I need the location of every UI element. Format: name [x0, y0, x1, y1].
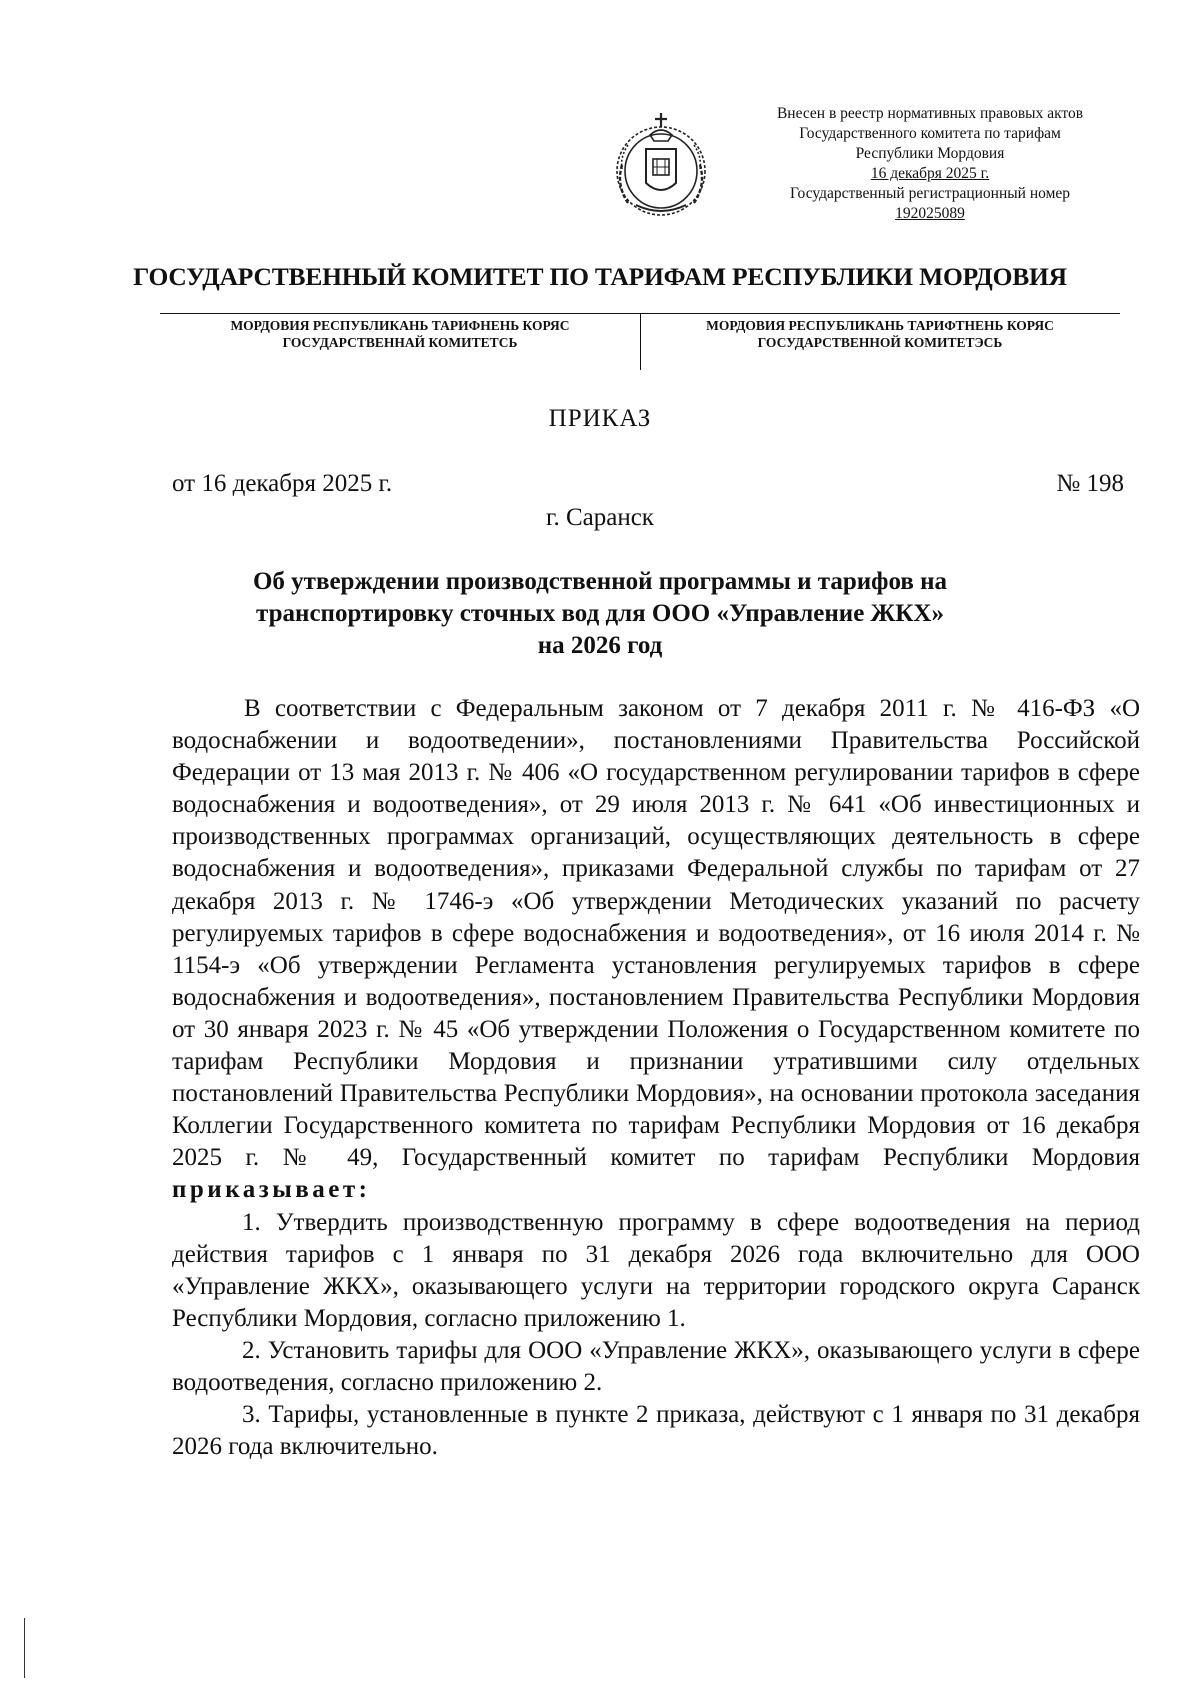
header-right-line: ГОСУДАРСТВЕННОЙ КОМИТЕТЭСЬ: [757, 335, 1003, 350]
scan-margin-mark: [24, 1618, 25, 1678]
preamble-paragraph: [172, 693, 1140, 1207]
subject-line: Об утверждении производственной программы и тарифов на: [252, 568, 948, 595]
order-subject: [150, 566, 1050, 662]
subject-line: транспортировку сточных вод для ООО «Управление ЖКХ»: [256, 600, 944, 627]
registry-date: 16 декабря 2025 г.: [870, 165, 990, 182]
registry-note: [740, 104, 1120, 224]
registry-line: Государственного комитета по тарифам: [799, 125, 1061, 142]
preamble-text: В соответствии с Федеральным законом от 7 декабря 2011 г. № 416-ФЗ «О водоснабжении и водоотведении», постановлениями Правительства Российской Федерации от 13 мая 2013 г. № 406 «О государственном регулировании тарифов в сфере водоснабжения и водоотведения», от 29 июля 2013 г. № 641 «Об инвестиционных и производственных программах организаций, осуществляющих деятельность в сфере водоснабжения и водоотведения», приказами Федеральной службы по тарифам от 27 декабря 2013 г. № 1746-э «Об утверждении Методических указаний по расчету регулируемых тарифов в сфере водоснабжения и водоотведения», от 16 июля 2014 г. № 1154-э «Об утверждении Регламента установления регулируемых тарифов в сфере водоснабжения и водоотведения», постановлением Правительства Республики Мордовия от 30 января 2023 г. № 45 «Об утверждении Положения о Государственном комитете по тарифам Республики Мордовия и признании утратившими силу отдельных постановлений Правительства Республики Мордовия», на основании протокола заседания Коллегии Государственного комитета по тарифам Республики Мордовия от 16 декабря 2025 г. № 49, Государственный комитет по тарифам Республики Мордовия: [172, 695, 1140, 1172]
header-right-title: [655, 317, 1105, 351]
order-item-1: 1. Утвердить производственную программу в сфере водоотведения на период действия тарифов с 1 января по 31 декабря 2026 года включительно для ООО «Управление ЖКХ», оказывающего услуги на территории городского округа Саранск Республики Мордовия, согласно приложению 1.: [172, 1208, 1140, 1332]
header-left-line: ГОСУДАРСТВЕННАЙ КОМИТЕТСЬ: [282, 335, 518, 350]
registry-number: 192025089: [895, 205, 965, 222]
header-left-line: МОРДОВИЯ РЕСПУБЛИКАНЬ ТАРИФНЕНЬ КОРЯС: [230, 318, 570, 333]
header-left-title: [175, 317, 625, 351]
order-body: [172, 693, 1140, 1463]
order-item-3: 3. Тарифы, установленные в пункте 2 приказа, действуют с 1 января по 31 декабря 2026 года включительно.: [172, 1401, 1140, 1461]
registry-line: Государственный регистрационный номер: [789, 185, 1071, 202]
header-right-line: МОРДОВИЯ РЕСПУБЛИКАНЬ ТАРИФТНЕНЬ КОРЯС: [706, 318, 1054, 333]
decree-word: приказывает:: [172, 1176, 371, 1204]
committee-title: ГОСУДАРСТВЕННЫЙ КОМИТЕТ ПО ТАРИФАМ РЕСПУБЛИКИ МОРДОВИЯ: [133, 262, 1067, 291]
order-city: г. Саранск: [546, 504, 654, 531]
registry-line: Республики Мордовия: [855, 145, 1005, 162]
order-number: № 198: [1056, 470, 1124, 497]
coat-of-arms-emblem: [606, 105, 716, 225]
order-date: от 16 декабря 2025 г.: [172, 470, 393, 497]
subject-line: на 2026 год: [537, 632, 663, 659]
registry-line: Внесен в реестр нормативных правовых актов: [776, 105, 1084, 122]
order-item-2: 2. Установить тарифы для ООО «Управление ЖКХ», оказывающего услуги в сфере водоотведения, согласно приложению 2.: [172, 1336, 1140, 1396]
header-column-divider: [640, 313, 641, 370]
order-title: ПРИКАЗ: [548, 405, 652, 432]
